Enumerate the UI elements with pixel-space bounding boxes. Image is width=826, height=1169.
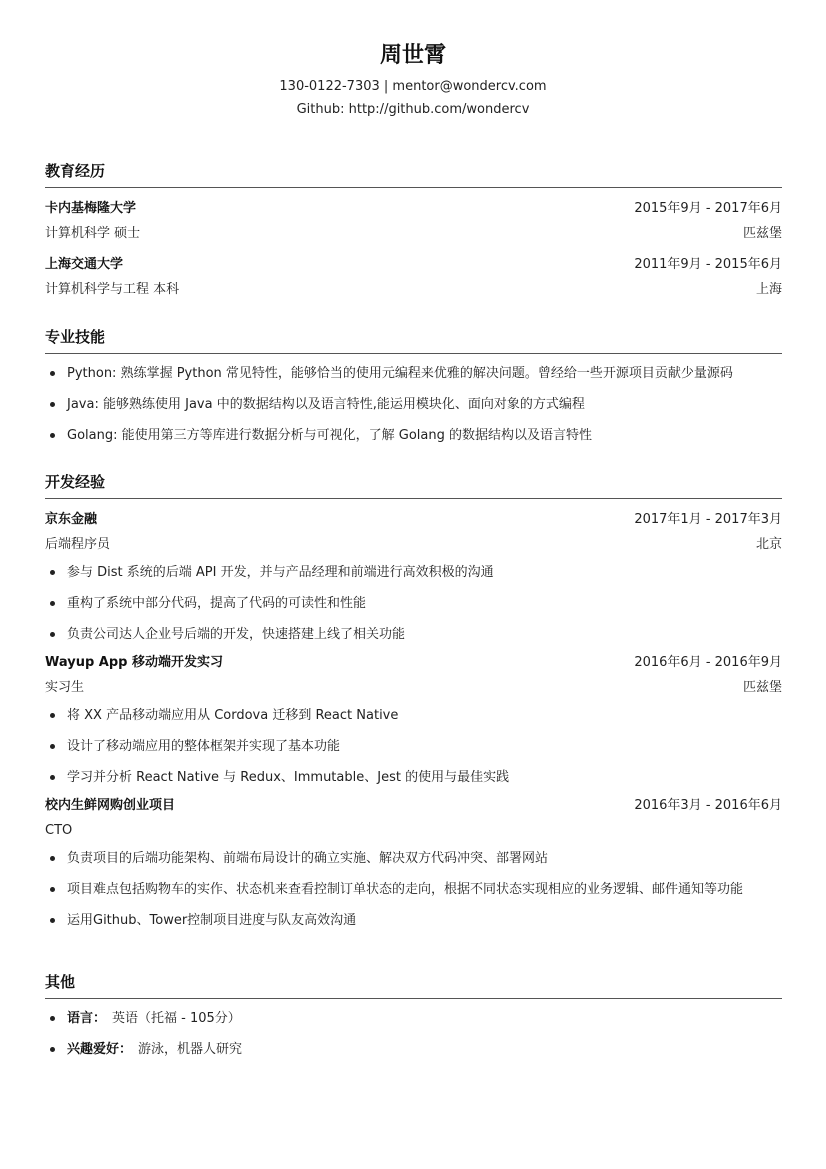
entry-location: 北京	[755, 537, 782, 552]
section-title: 教育经历	[45, 160, 782, 188]
bullet-icon	[50, 402, 55, 407]
education-entry-header	[45, 252, 782, 277]
school-name: 卡内基梅隆大学	[45, 201, 137, 216]
experience-entry-details	[45, 532, 782, 557]
list-item	[45, 905, 782, 936]
list-item	[45, 874, 782, 905]
responsibility-text: 参与 Dist 系统的后端 API 开发，并与产品经理和前端进行高效积极的沟通	[67, 565, 494, 580]
responsibility-text: 负责公司达人企业号后端的开发，快速搭建上线了相关功能	[67, 627, 406, 642]
responsibility-text: 项目难点包括购物车的实作、状态机来查看控制订单状态的走向，根据不同状态实现相应的业务逻辑、邮件通知等功能	[67, 882, 744, 897]
list-item	[45, 1003, 782, 1034]
job-role: CTO	[45, 823, 73, 838]
entry-date: 2015年9月 - 2017年6月	[634, 201, 782, 216]
experience-entry-details	[45, 818, 782, 843]
section-title: 开发经验	[45, 471, 782, 499]
section-title: 专业技能	[45, 326, 782, 354]
experience-section	[45, 471, 782, 936]
entry-location: 匹兹堡	[742, 226, 782, 241]
item-value: 游泳，机器人研究	[138, 1042, 243, 1057]
job-role: 后端程序员	[45, 537, 111, 552]
bullet-icon	[50, 1047, 55, 1052]
list-item	[45, 389, 782, 420]
skill-text: Python: 熟练掌握 Python 常见特性，能够恰当的使用元编程来优雅的解决问题。曾经给一些开源项目贡献少量源码	[67, 366, 733, 381]
list-item	[45, 762, 782, 793]
degree: 计算机科学 硕士	[45, 226, 141, 241]
bullet-icon	[50, 570, 55, 575]
entry-date: 2016年6月 - 2016年9月	[634, 655, 782, 670]
bullet-icon	[50, 918, 55, 923]
responsibility-list	[45, 557, 782, 650]
bullet-icon	[50, 601, 55, 606]
skill-text: Java: 能够熟练使用 Java 中的数据结构以及语言特性,能运用模块化、面向对象的方式编程	[67, 397, 585, 412]
bullet-icon	[50, 632, 55, 637]
organization-name: 校内生鲜网购创业项目	[45, 798, 176, 813]
list-item	[45, 700, 782, 731]
school-name: 上海交通大学	[45, 257, 124, 272]
list-item	[45, 843, 782, 874]
experience-entry-header	[45, 507, 782, 532]
job-role: 实习生	[45, 680, 85, 695]
entry-date: 2017年1月 - 2017年3月	[634, 512, 782, 527]
education-entry-details	[45, 277, 782, 302]
list-item	[45, 731, 782, 762]
responsibility-text: 重构了系统中部分代码，提高了代码的可读性和性能	[67, 596, 367, 611]
skill-text: Golang: 能使用第三方等库进行数据分析与可视化，了解 Golang 的数据结构以及语言特性	[67, 428, 592, 443]
bullet-icon	[50, 775, 55, 780]
list-item	[45, 1034, 782, 1065]
experience-entry-header	[45, 650, 782, 675]
education-entry-header	[45, 196, 782, 221]
github-link[interactable]: Github: http://github.com/wondercv	[296, 102, 530, 117]
bullet-icon	[50, 371, 55, 376]
list-item	[45, 358, 782, 389]
list-item	[45, 619, 782, 650]
list-item	[45, 557, 782, 588]
responsibility-list	[45, 700, 782, 793]
bullet-icon	[50, 856, 55, 861]
experience-entry-header	[45, 793, 782, 818]
experience-entry-details	[45, 675, 782, 700]
item-key: 兴趣爱好：	[67, 1042, 133, 1057]
responsibility-text: 设计了移动端应用的整体框架并实现了基本功能	[67, 739, 341, 754]
degree: 计算机科学与工程 本科	[45, 282, 180, 297]
other-list	[45, 1003, 782, 1065]
bullet-icon	[50, 1016, 55, 1021]
bullet-icon	[50, 744, 55, 749]
organization-name: 京东金融	[45, 512, 98, 527]
bullet-icon	[50, 433, 55, 438]
other-section	[45, 971, 782, 1065]
list-item	[45, 588, 782, 619]
contact-line: 130-0122-7303 | mentor@wondercv.com	[279, 79, 547, 94]
responsibility-text: 将 XX 产品移动端应用从 Cordova 迁移到 React Native	[67, 708, 399, 723]
entry-date: 2011年9月 - 2015年6月	[634, 257, 782, 272]
candidate-name: 周世霄	[379, 43, 446, 68]
section-title: 其他	[45, 971, 782, 999]
bullet-icon	[50, 713, 55, 718]
entry-location: 匹兹堡	[742, 680, 782, 695]
item-value: 英语（托福 - 105分）	[112, 1011, 241, 1026]
responsibility-list	[45, 843, 782, 936]
entry-date: 2016年3月 - 2016年6月	[634, 798, 782, 813]
organization-name: Wayup App 移动端开发实习	[45, 655, 224, 670]
skills-list	[45, 358, 782, 451]
responsibility-text: 学习并分析 React Native 与 Redux、Immutable、Jest 的使用与最佳实践	[67, 770, 510, 785]
responsibility-text: 负责项目的后端功能架构、前端布局设计的确立实施、解决双方代码冲突、部署网站	[67, 851, 549, 866]
education-entry-details	[45, 221, 782, 246]
bullet-icon	[50, 887, 55, 892]
skills-section	[45, 326, 782, 451]
responsibility-text: 运用Github、Tower控制项目进度与队友高效沟通	[67, 913, 357, 928]
entry-location: 上海	[755, 282, 782, 297]
item-key: 语言：	[67, 1011, 107, 1026]
education-section	[45, 160, 782, 302]
list-item	[45, 420, 782, 451]
